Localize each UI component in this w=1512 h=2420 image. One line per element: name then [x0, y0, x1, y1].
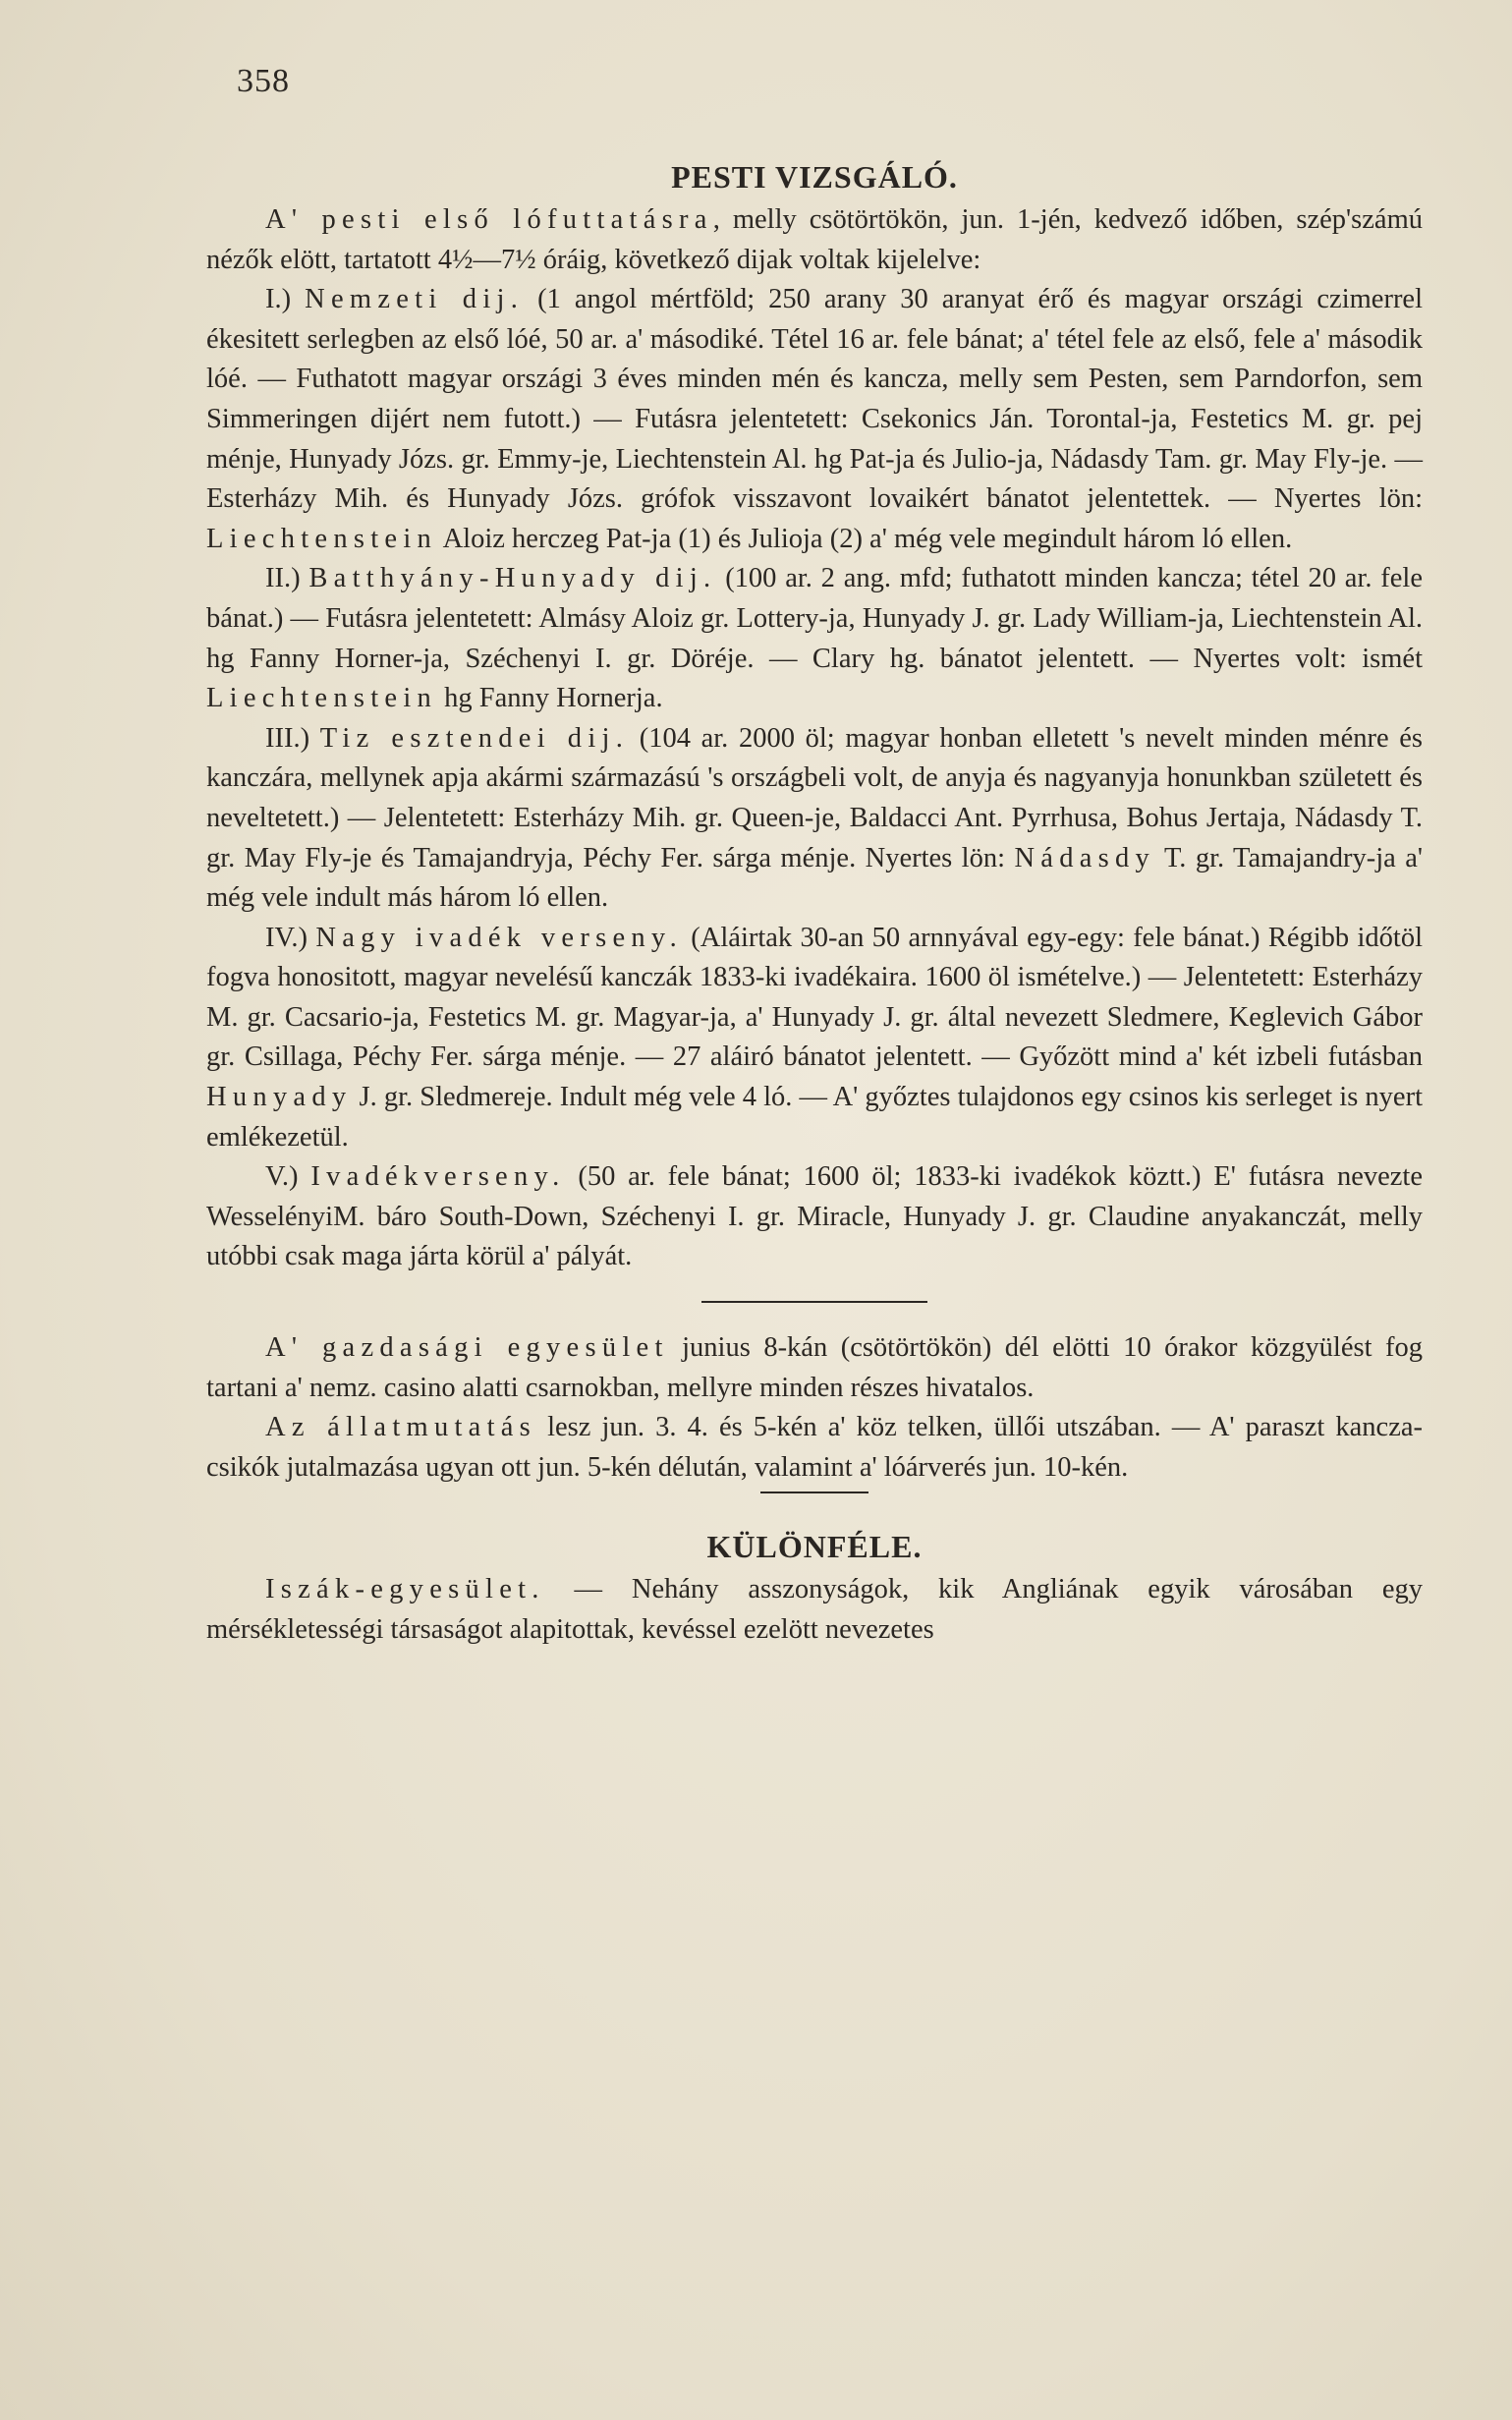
- paragraph-text: Aloiz herczeg Pat-ja (1) és Julioja (2) a' még vele megindult három ló ellen.: [437, 523, 1293, 554]
- spaced-emphasis-text: Nádasdy: [1014, 842, 1156, 873]
- paragraph-text: lesz jun. 3. 4. és 5-kén a' köz telken, üllői utszában. — A' paraszt kancza-csikók jutalmazása ugyan ott jun. 5-kén délután, valamint a' lóárverés jun. 10-kén.: [206, 1412, 1423, 1483]
- paragraph: [206, 919, 1423, 1158]
- paragraph-text: hg Fanny Hornerja.: [437, 683, 663, 714]
- paragraph-text: IV.): [265, 922, 316, 953]
- paragraph-text: II.): [265, 563, 309, 594]
- paragraph-text: (1 angol mértföld; 250 arany 30 aranyat érő és magyar országi czimerrel ékesitett serlegben az első lóé, 50 ar. a' másodiké. Tétel 16 ar. fele bánat; a' tétel fele az első, fele a' második lóé. — Futhatott magyar országi 3 éves minden mén és kancza, melly sem Pesten, sem Parndorfon, sem Simmeringen dijért nem futott.) — Futásra jelentetett: Csekonics Ján. Torontal-ja, Festetics M. gr. pej ménje, Hunyady Józs. gr. Emmy-je, Liechtenstein Al. hg Pat-ja és Julio-ja, Nádasdy Tam. gr. May Fly-je. — Esterházy Mih. és Hunyady Józs. grófok visszavont lovaikért bánatot jelentettek. — Nyertes lön:: [206, 284, 1423, 515]
- paragraph-text: (Aláirtak 30-an 50 arnnyával egy-egy: fele bánat.) Régibb időtöl fogva honositott, magyar nevelésű kanczák 1833-ki ivadékaira. 1600 öl ismételve.) — Jelentetett: Esterházy M. gr. Cacsario-ja, Festetics M. gr. Magyar-ja, a' Hunyady J. gr. által nevezett Sledmere, Keglevich Gábor gr. Csillaga, Péchy Fer. sárga ménje. — 27 aláiró bánatot jelentett. — Győzött mind a' két izbeli futásban: [206, 922, 1424, 1073]
- spaced-emphasis-text: Ivadékverseny.: [310, 1161, 566, 1193]
- page-number: 358: [237, 63, 290, 99]
- spaced-emphasis-text: Az állatmutatás: [265, 1412, 537, 1443]
- paragraph: [206, 719, 1423, 919]
- paragraph-text: I.): [265, 284, 306, 315]
- spaced-emphasis-text: A' pesti első lófuttatásra: [265, 204, 713, 235]
- paragraph-text: (100 ar. 2 ang. mfd; futhatott minden kancza; tétel 20 ar. fele bánat.) — Futásra jelentetett: Almásy Aloiz gr. Lottery-ja, Hunyady J. gr. Lady William-ja, Liechtenstein Al. hg Fanny Horner-ja, Széchenyi I. gr. Döréje. — Clary hg. bánatot jelentett. — Nyertes volt: ismét: [206, 563, 1423, 674]
- spaced-emphasis-text: Nemzeti dij.: [305, 284, 525, 315]
- paragraph: [206, 1157, 1423, 1277]
- section-kulonfele: [206, 1570, 1423, 1650]
- paragraph-text: , melly csötörtökön, jun. 1-jén, kedvező időben, szép'számú nézők elött, tartatott 4½—7½ óráig, következő dijak voltak kijelelve:: [206, 204, 1423, 275]
- paragraph: [206, 559, 1423, 718]
- text-column: [206, 157, 1423, 1651]
- paragraph-text: T. gr. Tamajandry-ja a' még vele indult más három ló ellen.: [206, 842, 1423, 914]
- spaced-emphasis-text: Liechtenstein: [206, 683, 438, 714]
- paragraph: [206, 200, 1423, 280]
- paragraph: [206, 1328, 1423, 1408]
- paragraph-text: — Nehány asszonyságok, kik Angliának egyik városában egy mérsékletességi társaságot alapitottak, kevéssel ezelött nevezetes: [206, 1574, 1423, 1645]
- spaced-emphasis-text: Liechtenstein: [206, 523, 438, 554]
- section-title-pesti-vizsgalo: PESTI VIZSGÁLÓ.: [671, 159, 958, 195]
- section-pesti-vizsgalo: [206, 200, 1423, 1277]
- paragraph-text: (104 ar. 2000 öl; magyar honban elletett 's nevelt minden ménre és kanczára, mellynek apja akármi származású 's országbeli volt, de anyja és nagyanyja honunkban született és neveltetett.) — Jelentetett: Esterházy Mih. gr. Queen-je, Baldacci Ant. Pyrrhusa, Bohus Jertaja, Nádasdy T. gr. May Fly-je és Tamajandryja, Péchy Fer. sárga ménje. Nyertes lön:: [206, 722, 1423, 873]
- paragraph-text: III.): [265, 722, 320, 754]
- spaced-emphasis-text: Iszák-egyesület.: [265, 1574, 545, 1605]
- paragraph: [206, 1570, 1423, 1650]
- section-divider: [701, 1301, 927, 1303]
- paragraph-text: V.): [265, 1161, 311, 1193]
- section-announcements: [206, 1328, 1423, 1488]
- section-title-kulonfele: KÜLÖNFÉLE.: [706, 1529, 923, 1565]
- paragraph-text: J. gr. Sledmereje. Indult még vele 4 ló. — A' győztes tulajdonos egy csinos kis serleget is nyert emlékezetül.: [206, 1082, 1423, 1153]
- spaced-emphasis-text: Hunyady: [206, 1082, 353, 1113]
- paragraph: [206, 280, 1423, 559]
- spaced-emphasis-text: Tiz esztendei dij.: [319, 722, 630, 754]
- paragraph-text: (50 ar. fele bánat; 1600 öl; 1833-ki ivadékok köztt.) E' futásra nevezte WesselényiM. báro South-Down, Széchenyi I. gr. Miracle, Hunyady J. gr. Claudine anyakanczát, melly utóbbi csak maga járta körül a' pályát.: [206, 1161, 1423, 1272]
- spaced-emphasis-text: Nagy ivadék verseny.: [315, 922, 683, 953]
- section-divider: [760, 1491, 868, 1493]
- paragraph: [206, 1408, 1423, 1488]
- spaced-emphasis-text: A' gazdasági egyesület: [265, 1332, 669, 1364]
- paragraph-text: junius 8-kán (csötörtökön) dél elötti 10 órakor közgyülést fog tartani a' nemz. casino alatti csarnokban, mellyre minden részes hivatalos.: [206, 1332, 1423, 1403]
- spaced-emphasis-text: Batthyány-Hunyady dij.: [308, 563, 717, 594]
